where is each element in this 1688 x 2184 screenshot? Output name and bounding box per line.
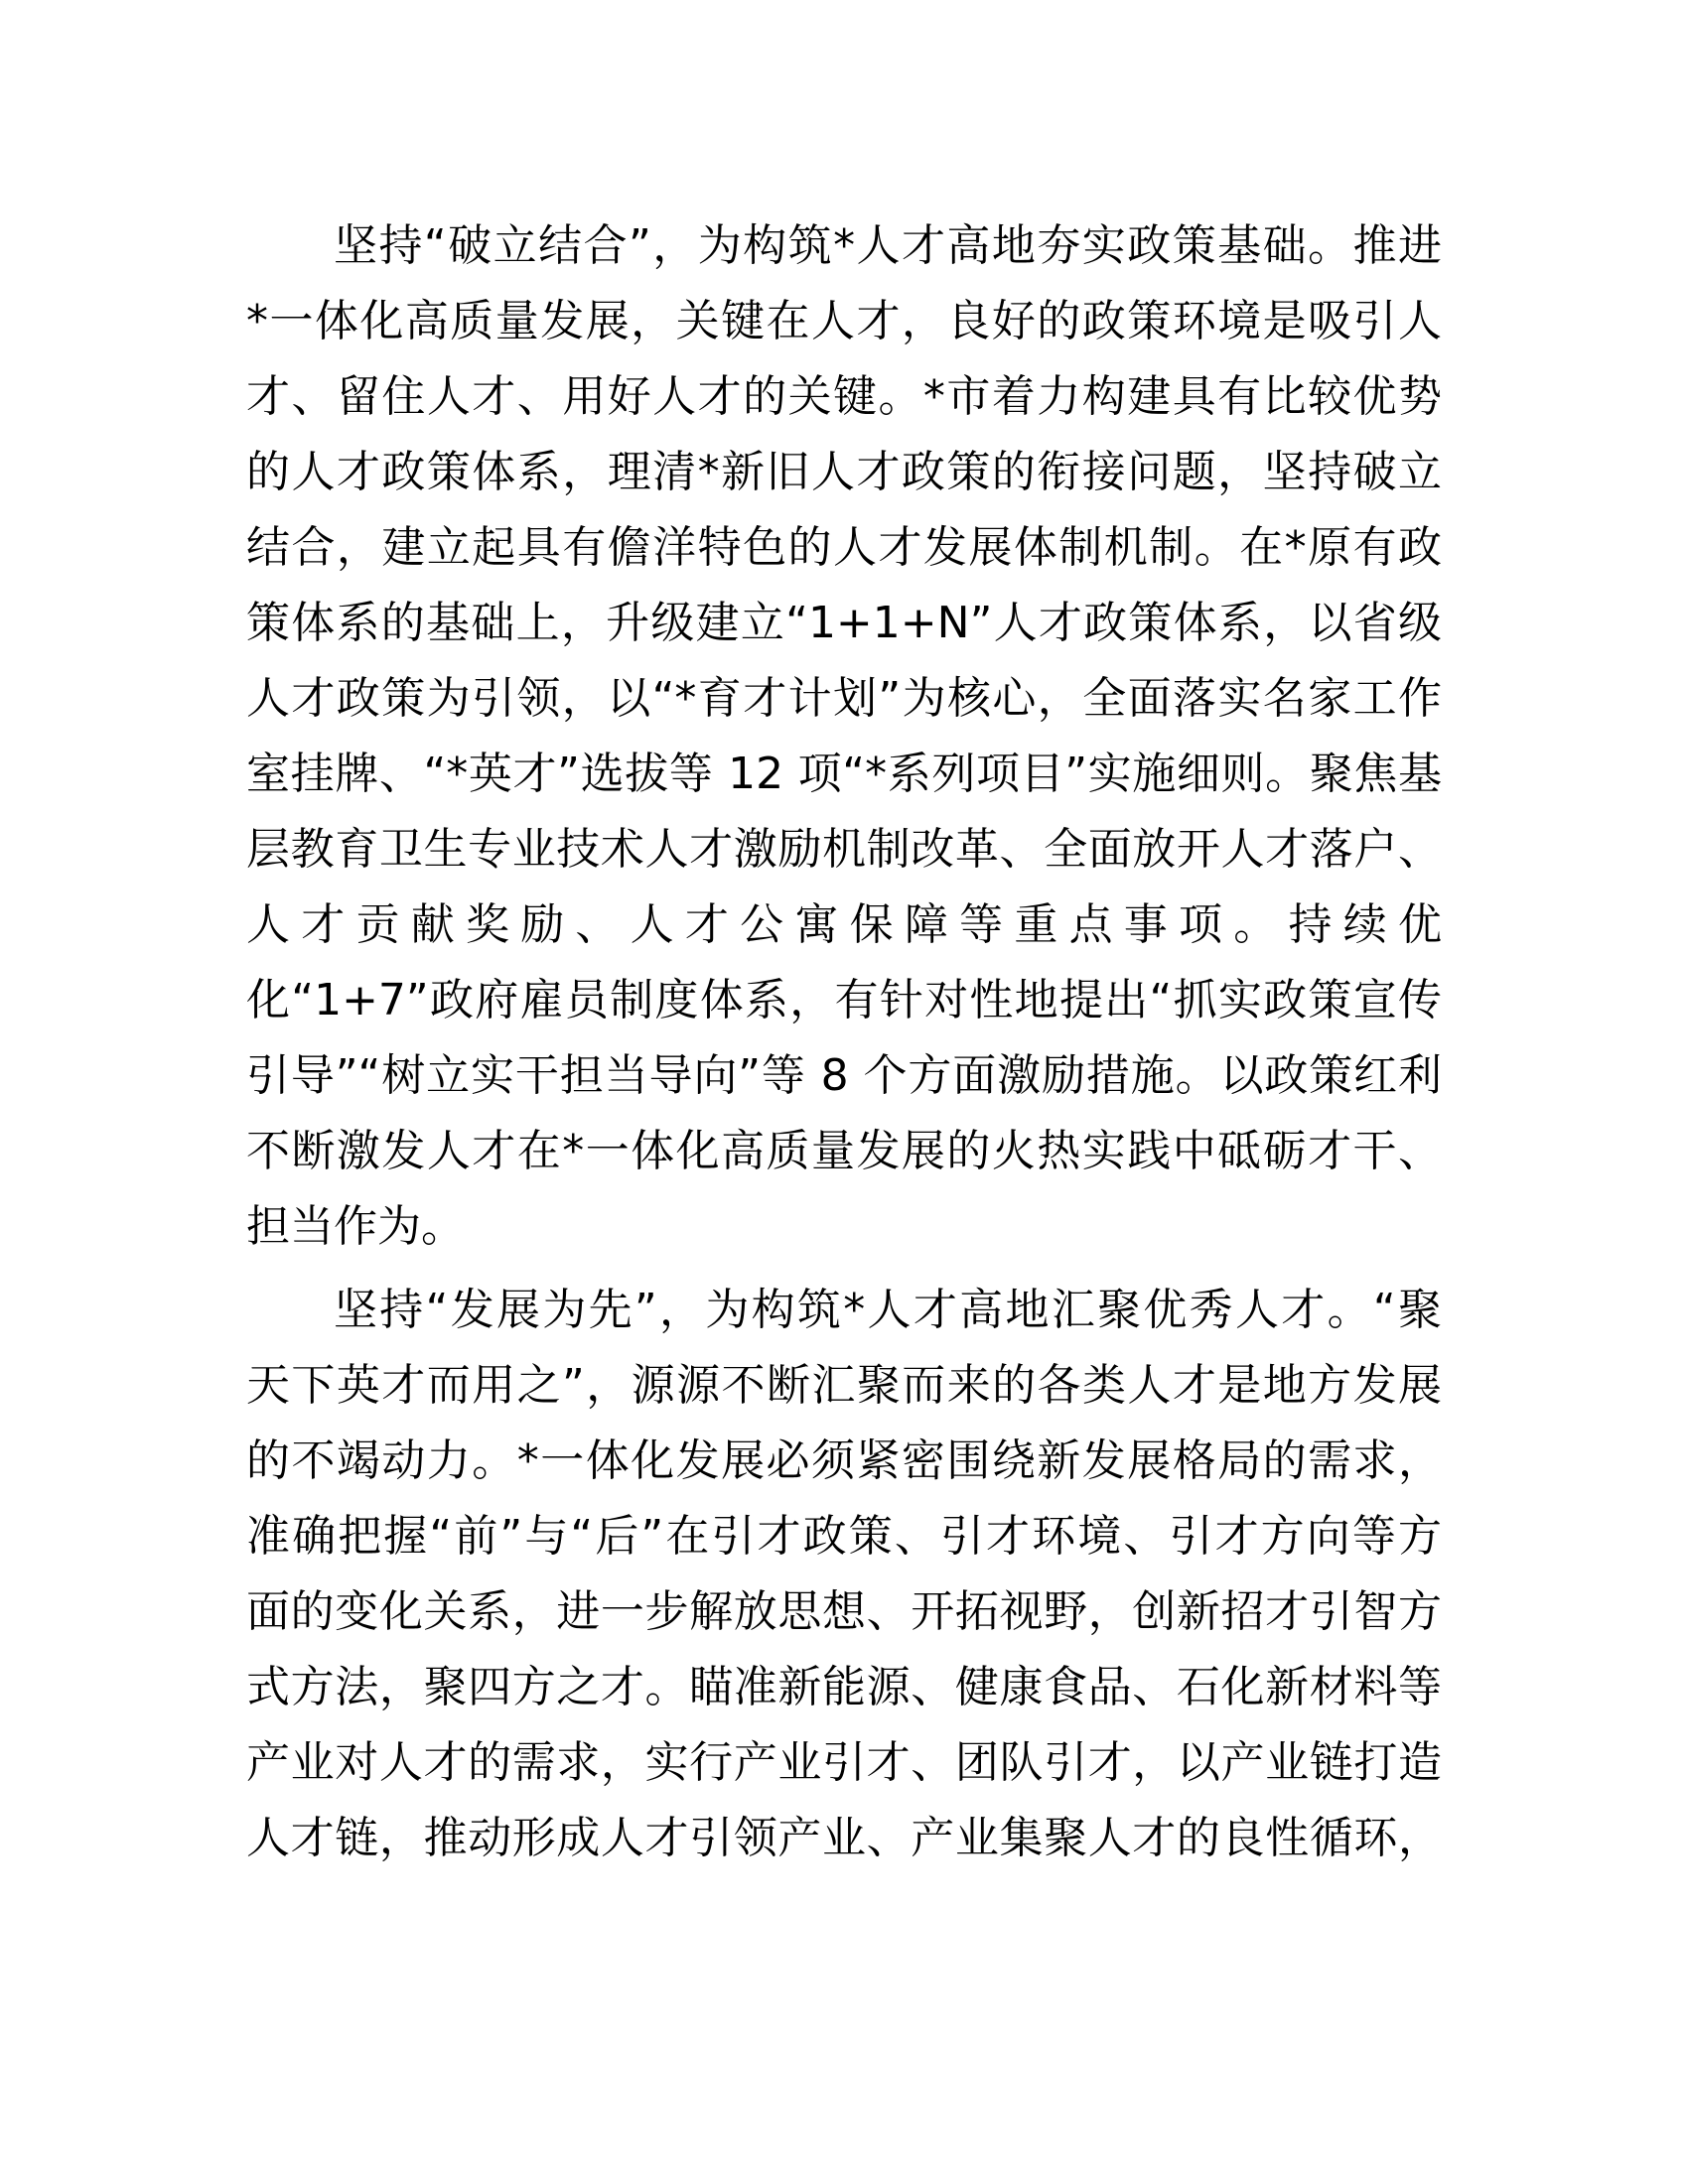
- paragraph-line: 面的变化关系，进一步解放思想、开拓视野，创新招才引智方: [246, 1586, 1442, 1637]
- paragraph-line: 室挂牌、“*英才”选拔等 12 项“*系列项目”实施细则。聚焦基: [246, 749, 1442, 799]
- paragraph-line: 人才链，推动形成人才引领产业、产业集聚人才的良性循环，: [246, 1813, 1442, 1863]
- paragraph-2: [246, 1273, 1442, 1876]
- paragraph-line: 不断激发人才在*一体化高质量发展的火热实践中砥砺才干、: [246, 1126, 1442, 1176]
- paragraph-line: 产业对人才的需求，实行产业引才、团队引才，以产业链打造: [246, 1737, 1442, 1788]
- paragraph-line: 坚持“发展为先”，为构筑*人才高地汇聚优秀人才。“聚: [334, 1285, 1442, 1335]
- paragraph-line: 天下英才而用之”，源源不断汇聚而来的各类人才是地方发展: [246, 1360, 1442, 1411]
- paragraph-1: [246, 208, 1442, 1265]
- paragraph-line: 人才政策为引领，以“*育才计划”为核心，全面落实名家工作: [246, 673, 1442, 724]
- paragraph-line: 引导”“树立实干担当导向”等 8 个方面激励措施。以政策红利: [246, 1050, 1442, 1101]
- document-body: [246, 208, 1442, 1876]
- paragraph-line: 担当作为。: [246, 1201, 465, 1252]
- paragraph-line: 层教育卫生专业技术人才激励机制改革、全面放开人才落户、: [246, 824, 1442, 875]
- paragraph-line: 化“1+7”政府雇员制度体系，有针对性地提出“抓实政策宣传: [246, 975, 1442, 1025]
- paragraph-line: 结合，建立起具有儋洋特色的人才发展体制机制。在*原有政: [246, 522, 1442, 573]
- paragraph-line: 的不竭动力。*一体化发展必须紧密围绕新发展格局的需求，: [246, 1435, 1442, 1486]
- paragraph-line: 坚持“破立结合”，为构筑*人才高地夯实政策基础。推进: [334, 220, 1442, 271]
- paragraph-line: 策体系的基础上，升级建立“1+1+N”人才政策体系，以省级: [246, 598, 1442, 648]
- paragraph-line: 人才贡献奖励、人才公寓保障等重点事项。持续优: [246, 899, 1442, 950]
- paragraph-line: 才、留住人才、用好人才的关键。*市着力构建具有比较优势: [246, 371, 1442, 422]
- paragraph-line: 式方法，聚四方之才。瞄准新能源、健康食品、石化新材料等: [246, 1662, 1442, 1712]
- paragraph-line: 准确把握“前”与“后”在引才政策、引才环境、引才方向等方: [246, 1511, 1442, 1562]
- paragraph-line: *一体化高质量发展，关键在人才，良好的政策环境是吸引人: [246, 296, 1442, 346]
- paragraph-line: 的人才政策体系，理清*新旧人才政策的衔接问题，坚持破立: [246, 447, 1442, 497]
